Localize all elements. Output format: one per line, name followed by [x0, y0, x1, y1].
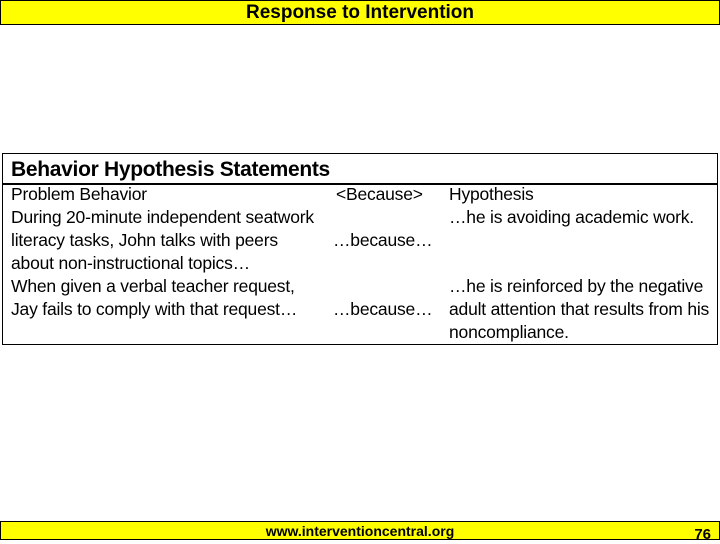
footer-banner [0, 521, 720, 543]
row-1-problem-line-1: During 20-minute independent seatwork [11, 207, 314, 227]
row-2-problem-line-1: When given a verbal teacher request, [11, 276, 295, 296]
row-1-problem-line-3: about non-instructional topics… [11, 253, 250, 273]
row-2-because: …because… [333, 299, 433, 319]
column-header-problem-behavior: Problem Behavior [11, 184, 147, 204]
column-header-because: <Because> [336, 184, 423, 204]
header-banner [0, 0, 720, 25]
row-2-hypothesis-line-2: adult attention that results from his [449, 299, 710, 319]
row-2-problem-line-2: Jay fails to comply with that request… [11, 299, 298, 319]
row-1-problem-line-2: literacy tasks, John talks with peers [11, 230, 278, 250]
footer-url[interactable]: www.interventioncentral.org [265, 523, 455, 539]
row-1-hypothesis-line-1: …he is avoiding academic work. [449, 207, 694, 227]
page-number: 76 [694, 526, 711, 543]
row-1-because: …because… [333, 230, 433, 250]
row-2-hypothesis-line-1: …he is reinforced by the negative [449, 276, 704, 296]
behavior-hypothesis-table [2, 153, 718, 345]
row-2-hypothesis-line-3: noncompliance. [449, 322, 569, 342]
table-title: Behavior Hypothesis Statements [11, 158, 330, 181]
column-header-hypothesis: Hypothesis [449, 184, 534, 204]
header-title: Response to Intervention [245, 2, 475, 23]
